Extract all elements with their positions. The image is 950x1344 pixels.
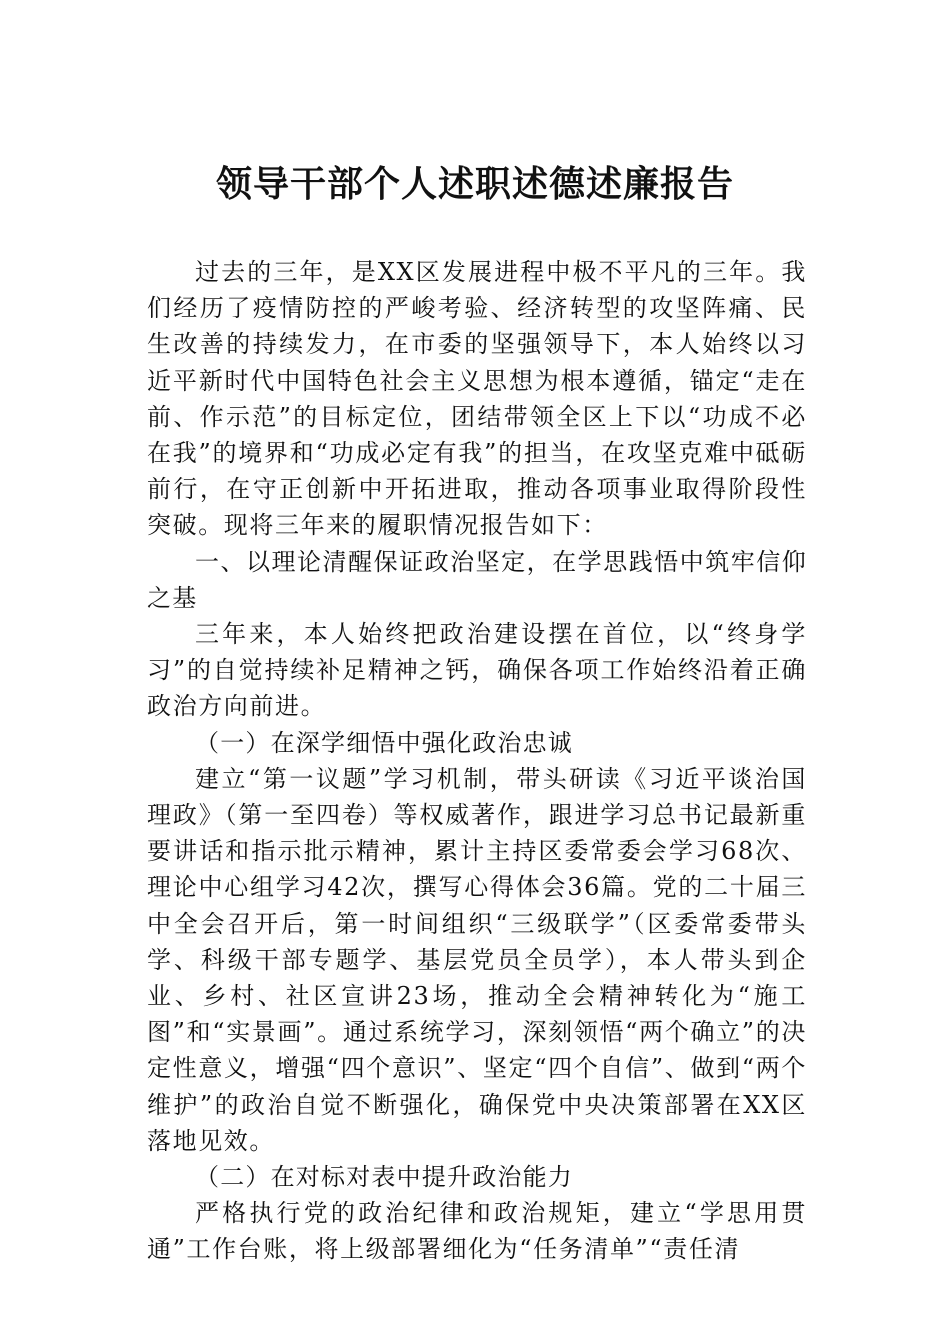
subsection-1-body: 建立“第一议题”学习机制，带头研读《习近平谈治国理政》（第一至四卷）等权威著作，跟进学习总书记最新重要讲话和指示批示精神，累计主持区委常委会学习68次、理论中心组学习42次，撰写心得体会36篇。党的二十届三中全会召开后，第一时间组织“三级联学”（区委常委带头学、科级干部专题学、基层党员全员学），本人带头到企业、乡村、社区宣讲23场，推动全会精神转化为“施工图”和“实景画”。通过系统学习，深刻领悟“两个确立”的决定性意义，增强“四个意识”、坚定“四个自信”、做到“两个维护”的政治自觉不断强化，确保党中央决策部署在XX区落地见效。 bbox=[147, 764, 807, 1155]
intro-paragraph: 过去的三年，是XX区发展进程中极不平凡的三年。我们经历了疫情防控的严峻考验、经济转型的攻坚阵痛、民生改善的持续发力，在市委的坚强领导下，本人始终以习近平新时代中国特色社会主义思想为根本遵循，锚定“走在前、作示范”的目标定位，团结带领全区上下以“功成不必在我”的境界和“功成必定有我”的担当，在攻坚克难中砥砺前行，在守正创新中开拓进取，推动各项事业取得阶段性突破。现将三年来的履职情况报告如下： bbox=[147, 258, 807, 540]
document-title: 领导干部个人述职述德述廉报告 bbox=[215, 163, 734, 205]
document-body bbox=[147, 254, 807, 1268]
subsection-1-heading: （一）在深学细悟中强化政治忠诚 bbox=[195, 728, 573, 757]
subsection-2-body: 严格执行党的政治纪律和政治规矩，建立“学思用贯通”工作台账，将上级部署细化为“任务清单”“责任清 bbox=[147, 1199, 807, 1264]
section-1-heading: 一、以理论清醒保证政治坚定，在学思践悟中筑牢信仰之基 bbox=[147, 547, 807, 612]
section-1-summary: 三年来，本人始终把政治建设摆在首位，以“终身学习”的自觉持续补足精神之钙，确保各项工作始终沿着正确政治方向前进。 bbox=[147, 620, 807, 721]
subsection-2-heading: （二）在对标对表中提升政治能力 bbox=[195, 1163, 573, 1192]
